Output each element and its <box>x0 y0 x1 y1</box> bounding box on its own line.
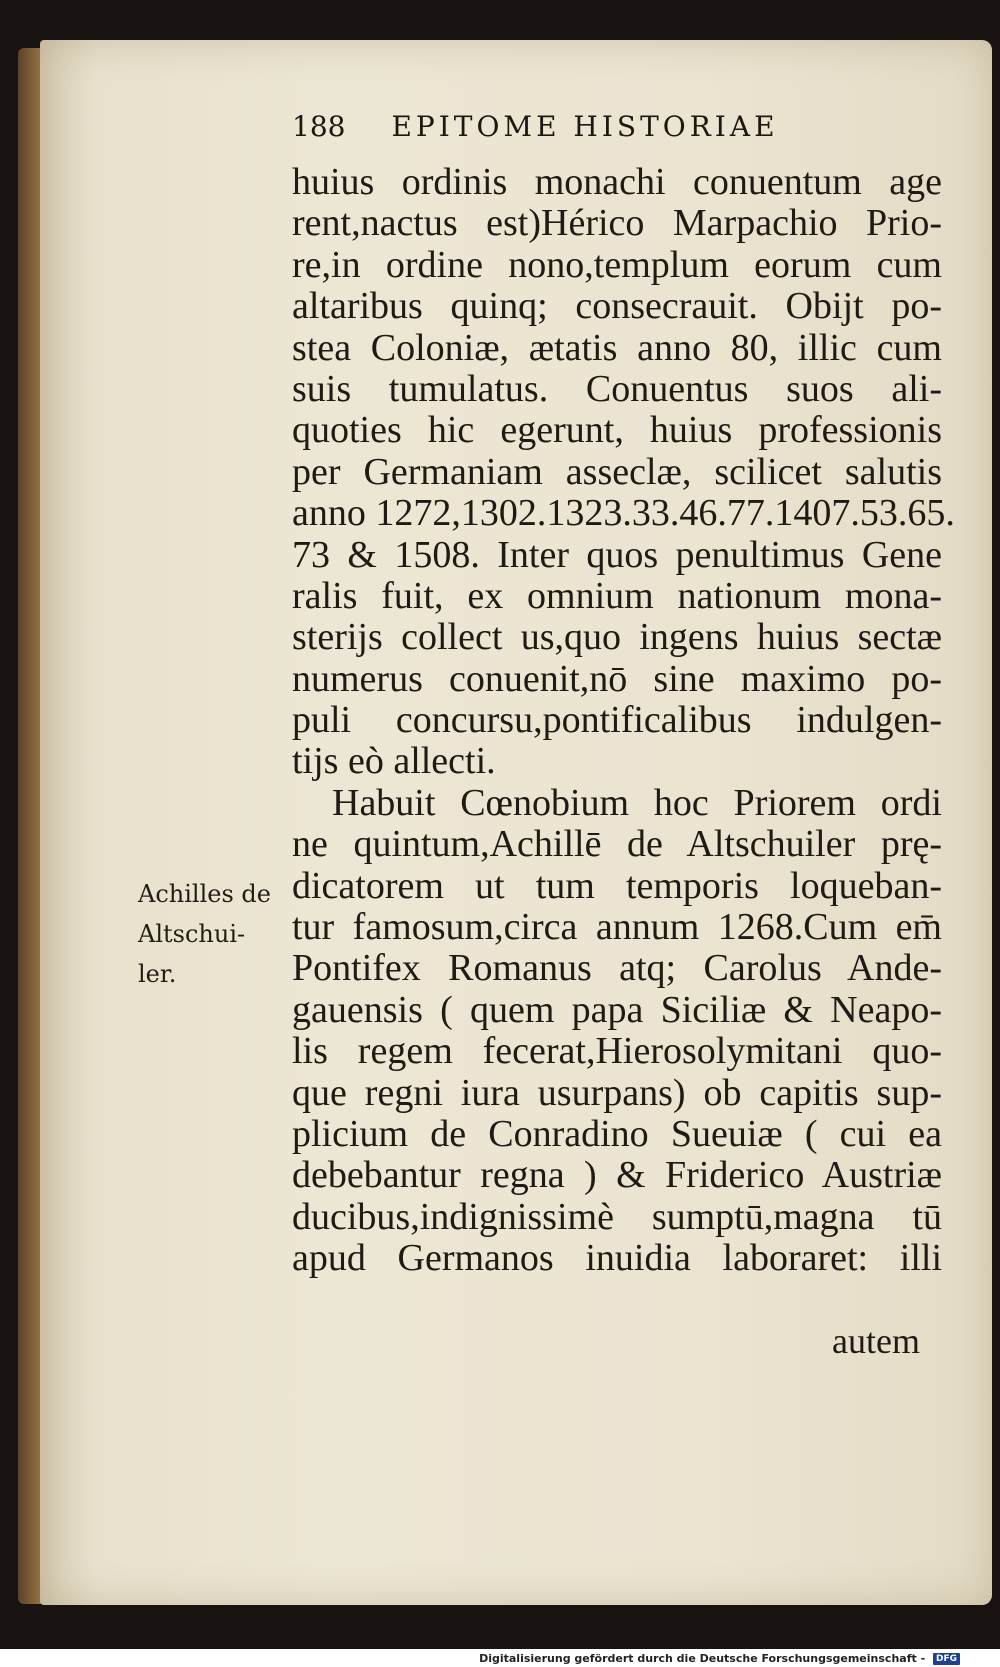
text-line: ralis fuit, ex omnium nationum mona- <box>292 574 942 617</box>
text-line: anno 1272,1302.1323.33.46.77.1407.53.65. <box>292 492 955 535</box>
text-line: suis tumulatus. Conuentus suos ali- <box>292 367 942 410</box>
text-line: lis regem fecerat,Hierosolymitani quo- <box>292 1030 942 1073</box>
text-line: stea Coloniæ, ætatis anno 80, illic cum <box>292 326 942 369</box>
text-line: plicium de Conradino Sueuiæ ( cui ea <box>292 1112 942 1155</box>
marginal-note <box>138 874 288 994</box>
text-line: huius ordinis monachi conuentum age <box>292 161 942 203</box>
marginal-note-line: Altschui- <box>138 920 246 948</box>
body-text <box>292 161 955 1280</box>
running-title: EPITOME HISTORIAE <box>391 110 779 143</box>
text-line: altaribus quinq; consecrauit. Obijt po- <box>292 285 942 328</box>
text-line: re,in ordine nono,templum eorum cum <box>292 243 942 286</box>
text-line: numerus conuenit,nō sine maximo po- <box>292 657 942 700</box>
page-number: 188 <box>292 110 346 143</box>
text-line: quoties hic egerunt, huius professionis <box>292 409 942 452</box>
marginal-note-line: ler. <box>138 960 177 988</box>
text-line: ducibus,indignissimè sumptū,magna tū <box>292 1195 942 1238</box>
text-line: sterijs collect us,quo ingens huius sectæ <box>292 616 942 659</box>
text-line: puli concursu,pontificalibus indulgen- <box>292 699 942 742</box>
marginal-note-line: Achilles de <box>138 880 271 908</box>
running-head <box>292 110 852 143</box>
text-line: Pontifex Romanus atq; Carolus Ande- <box>292 947 942 990</box>
text-line: que regni iura usurpans) ob capitis sup- <box>292 1071 942 1114</box>
text-line: dicatorem ut tum temporis loqueban- <box>292 864 942 907</box>
footer-credit <box>479 1652 960 1665</box>
text-line: tijs eò allecti. <box>292 740 496 783</box>
text-line: tur famosum,circa annum 1268.Cum em̄ <box>292 906 942 949</box>
text-line: debebantur regna ) & Friderico Austriæ <box>292 1154 942 1197</box>
catchword: autem <box>832 1321 920 1361</box>
footer-bar <box>0 1649 1000 1667</box>
text-line: apud Germanos inuidia laboraret: illi <box>292 1237 942 1280</box>
footer-credit-text: Digitalisierung gefördert durch die Deutsche Forschungsgemeinschaft - <box>479 1652 926 1665</box>
text-line: per Germaniam asseclæ, scilicet salutis <box>292 450 942 493</box>
text-line: ne quintum,Achillē de Altschuiler prę- <box>292 823 942 866</box>
text-line: Habuit Cœnobium hoc Priorem ordi <box>332 781 942 824</box>
dfg-logo: DFG <box>933 1653 960 1665</box>
text-line: rent,nactus est)Hérico Marpachio Prio- <box>292 202 942 245</box>
text-line: 73 & 1508. Inter quos penultimus Gene <box>292 533 942 576</box>
text-line: gauensis ( quem papa Siciliæ & Neapo- <box>292 988 942 1031</box>
